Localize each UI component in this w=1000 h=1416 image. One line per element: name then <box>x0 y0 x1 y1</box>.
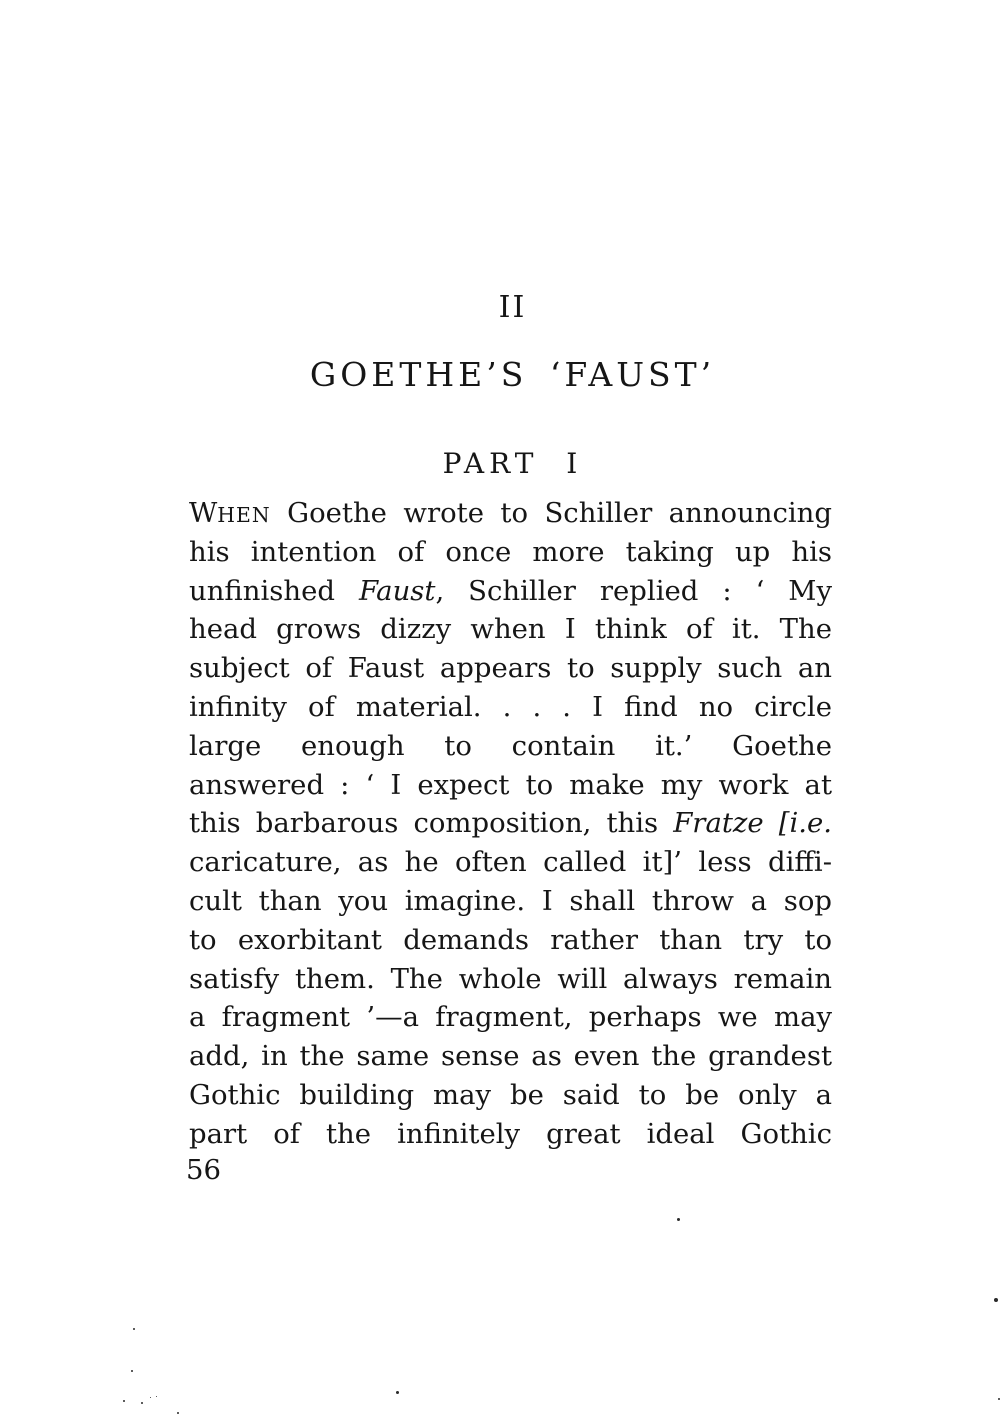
scan-speck <box>677 1218 680 1221</box>
text-line: infinity of material. . . . I find no circle <box>189 690 832 723</box>
scan-speck <box>131 1370 133 1372</box>
chapter-title: GOETHE’S ‘FAUST’ <box>309 355 716 394</box>
text-line: a fragment ’—a fragment, perhaps we may <box>189 1001 832 1034</box>
paragraph <box>189 494 832 1154</box>
text-line: cult than you imagine. I shall throw a sop <box>189 884 832 917</box>
text-line: to exorbitant demands rather than try to <box>189 923 832 956</box>
text-line: head grows dizzy when I think of it. The <box>189 613 832 646</box>
text-line: caricature, as he often called it]’ less diffi- <box>189 846 832 879</box>
chapter-number: II <box>498 290 527 325</box>
text-line: Gothic building may be said to be only a <box>189 1078 832 1111</box>
scan-speck <box>123 1400 125 1402</box>
scan-speck <box>994 1298 998 1302</box>
scan-speck <box>177 1412 179 1414</box>
scan-speck <box>396 1391 399 1394</box>
part-heading: PART I <box>442 447 583 480</box>
scan-speck <box>141 1402 143 1404</box>
text-line: satisfy them. The whole will always remain <box>189 962 832 995</box>
text-line: unfinished Faust, Schiller replied : ‘ My <box>189 574 832 607</box>
text-line: WHEN Goethe wrote to Schiller announcing <box>189 497 832 529</box>
text-line: part of the infinitely great ideal Gothic <box>189 1117 832 1150</box>
page-number: 56 <box>186 1154 221 1186</box>
text-line: answered : ‘ I expect to make my work at <box>189 768 832 801</box>
text-line: large enough to contain it.’ Goethe <box>189 729 832 762</box>
scan-speck <box>150 1397 151 1398</box>
scan-speck <box>133 1328 135 1330</box>
text-line: his intention of once more taking up his <box>189 535 832 568</box>
text-line: add, in the same sense as even the grandest <box>189 1040 832 1073</box>
text-line: subject of Faust appears to supply such an <box>189 652 832 685</box>
scan-speck <box>156 1396 157 1397</box>
text-line: this barbarous composition, this Fratze [i.e. <box>189 807 832 840</box>
